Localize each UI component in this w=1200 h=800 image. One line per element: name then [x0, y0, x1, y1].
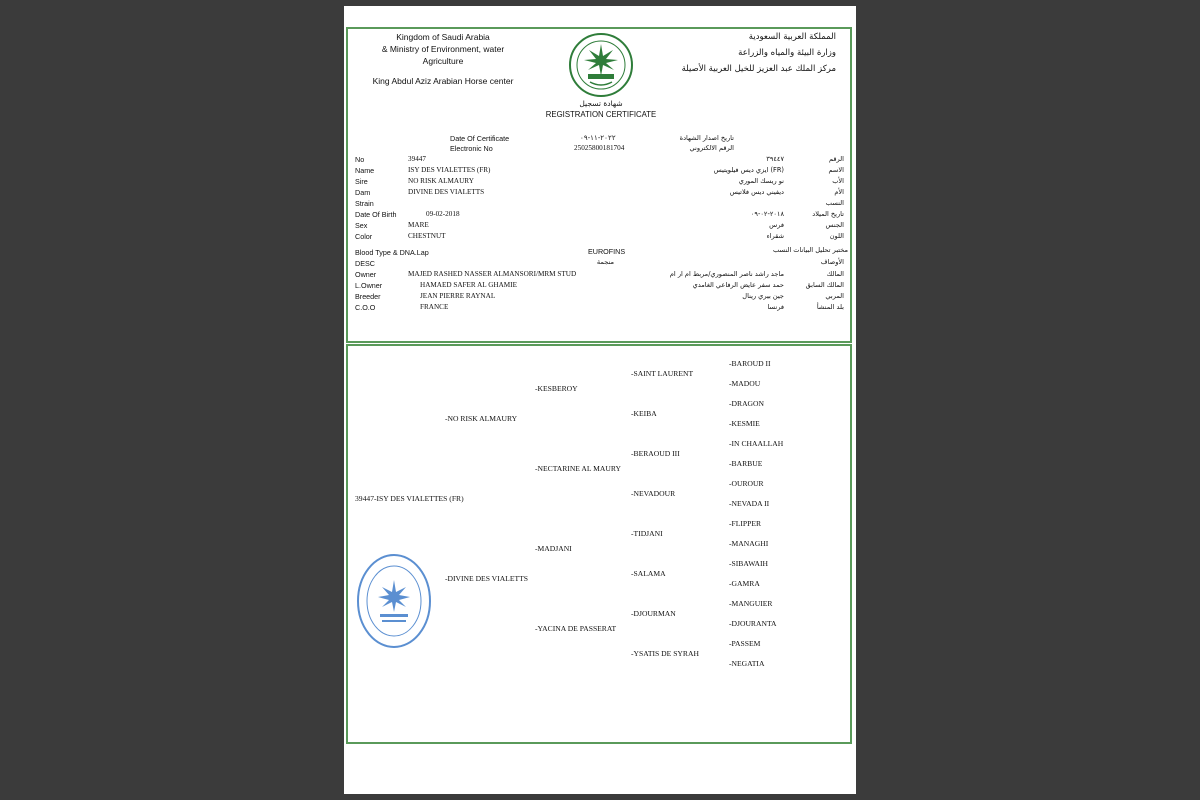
pedigree-gen4: -DJOURANTA: [729, 619, 777, 628]
field-label-ar: اللون: [829, 232, 844, 240]
field-label-en: No: [355, 155, 365, 164]
field-value-en: 39447: [408, 155, 426, 163]
date-label-ar: تاريخ اصدار الشهادة: [679, 134, 734, 142]
owner-label-en: L.Owner: [355, 281, 383, 290]
pedigree-gen4: -IN CHAALLAH: [729, 439, 784, 448]
field-label-en: Date Of Birth: [355, 210, 397, 219]
pedigree-gen4: -FLIPPER: [729, 519, 762, 528]
header-ar-line: مركز الملك عبد العزيز للخيل العربية الأصيلة: [681, 64, 836, 74]
field-label-en: Sex: [355, 221, 368, 230]
field-value-ar: ديفيني ديس فلاتيس: [729, 188, 784, 196]
date-label-en: Date Of Certificate: [450, 134, 510, 143]
field-value-ar: شقراء: [766, 232, 784, 240]
pedigree-gen4: -BARBUE: [729, 459, 763, 468]
header-en-line: Agriculture: [422, 56, 464, 66]
pedigree-gen3: -TIDJANI: [631, 529, 663, 538]
pedigree-gen3: -SALAMA: [631, 569, 666, 578]
pedigree-subject: 39447-ISY DES VIALETTES (FR): [355, 494, 464, 503]
owner-label-ar: المالك: [826, 270, 844, 278]
pedigree-gen3: -NEVADOUR: [631, 489, 676, 498]
pedigree-gen3: -KEIBA: [631, 409, 657, 418]
header-ar-line: المملكة العربية السعودية: [748, 32, 836, 42]
pedigree-gen4: -KESMIE: [729, 419, 760, 428]
pedigree-gen4: -PASSEM: [729, 639, 761, 648]
owner-value-en: MAJED RASHED NASSER ALMANSORI/MRM STUD: [408, 270, 577, 278]
owner-label-en: C.O.O: [355, 303, 376, 312]
field-value-en: MARE: [408, 221, 429, 229]
electronic-label-ar: الرقم الالكتروني: [689, 144, 734, 152]
owner-value-en: HAMAED SAFER AL GHAMIE: [420, 281, 517, 289]
pedigree-gen4: -DRAGON: [729, 399, 765, 408]
pedigree-gen2: -YACINA DE PASSERAT: [535, 624, 617, 633]
pedigree-frame: [346, 344, 852, 744]
owner-value-ar: فرنسا: [767, 303, 784, 311]
field-value-ar: ٢٠١٨-٠٢-٠٩: [750, 210, 784, 218]
field-label-ar: الجنس: [825, 221, 844, 229]
owner-label-en: Breeder: [355, 292, 381, 301]
title-en: REGISTRATION CERTIFICATE: [545, 110, 657, 119]
field-value-ar: (FR) ايزي ديس فيلويتيس: [713, 166, 784, 174]
pedigree-gen3: -DJOURMAN: [631, 609, 676, 618]
owner-value-ar: ماجد راشد ناصر المنصوري/مربط ام ار ام: [669, 270, 784, 278]
electronic-label-en: Electronic No: [450, 144, 493, 153]
blood-label-ar: مختبر تحليل البيانات النسب: [772, 246, 848, 254]
field-value-en: ISY DES VIALETTES (FR): [408, 166, 491, 174]
field-label-ar: النسب: [825, 199, 844, 207]
pedigree-gen2: -KESBEROY: [535, 384, 578, 393]
desc-label-en: DESC: [355, 259, 375, 268]
pedigree-gen3: -YSATIS DE SYRAH: [631, 649, 699, 658]
pedigree-gen4: -MADOU: [729, 379, 761, 388]
field-label-en: Color: [355, 232, 373, 241]
pedigree-gen3: -SAINT LAURENT: [631, 369, 694, 378]
field-label-ar: الأب: [832, 177, 844, 185]
field-value-en: NO RISK ALMAURY: [408, 177, 474, 185]
pedigree-gen4: -MANGUIER: [729, 599, 773, 608]
header-ar-block: [654, 29, 836, 77]
owner-label-en: Owner: [355, 270, 377, 279]
field-label-ar: الاسم: [828, 166, 844, 174]
pedigree-gen4: -MANAGHI: [729, 539, 769, 548]
field-label-ar: الأم: [834, 188, 844, 196]
field-value-ar: نو ريسك الموري: [738, 177, 784, 185]
field-label-en: Name: [355, 166, 375, 175]
owner-label-ar: بلد المنشأ: [816, 303, 844, 311]
pedigree-gen1-sire: -NO RISK ALMAURY: [445, 414, 518, 423]
certificate-page: [344, 6, 856, 794]
owner-value-ar: جين بيري رينال: [742, 292, 784, 300]
owner-value-ar: حمد سفر عايض الرفاعي الغامدي: [692, 281, 784, 289]
pedigree-gen4: -NEVADA II: [729, 499, 770, 508]
pedigree-gen2: -MADJANI: [535, 544, 572, 553]
header-en-line: & Ministry of Environment, water: [381, 44, 505, 54]
pedigree-gen4: -NEGATIA: [729, 659, 765, 668]
header-en-block: [358, 31, 528, 87]
blood-value: EUROFINS: [588, 247, 626, 256]
pedigree-gen4: -SIBAWAIH: [729, 559, 769, 568]
title-ar: شهادة تسجيل: [579, 99, 623, 108]
field-value-ar: ٣٩٤٤٧: [766, 155, 784, 163]
field-value-en: DIVINE DES VIALETTS: [408, 188, 485, 196]
field-value-en: CHESTNUT: [408, 232, 446, 240]
header-en-line: Kingdom of Saudi Arabia: [396, 32, 490, 42]
header-en-center: King Abdul Aziz Arabian Horse center: [372, 76, 514, 86]
pedigree-gen4: -BAROUD II: [729, 359, 771, 368]
owner-value-en: JEAN PIERRE RAYNAL: [420, 292, 496, 300]
pedigree-gen4: -OUROUR: [729, 479, 764, 488]
field-label-en: Strain: [355, 199, 374, 208]
owner-label-ar: المربي: [825, 292, 844, 300]
pedigree-gen1-dam: -DIVINE DES VIALETTS: [445, 574, 528, 583]
field-label-en: Sire: [355, 177, 368, 186]
field-label-ar: تاريخ الميلاد: [812, 210, 844, 218]
owner-value-en: FRANCE: [420, 303, 449, 311]
owner-label-ar: المالك السابق: [805, 281, 844, 289]
field-value-ar: فرس: [769, 221, 784, 229]
desc-value-ar: منجمة: [596, 258, 614, 266]
date-value: ٢٠٢٢-١١-٠٩: [580, 133, 616, 142]
header-ar-line: وزارة البيئة والمياه والزراعة: [738, 48, 836, 58]
official-stamp-icon: [356, 552, 432, 650]
center-logo-icon: [568, 32, 634, 98]
pedigree-gen3: -BERAOUD III: [631, 449, 680, 458]
blood-label-en: Blood Type & DNA.Lap: [355, 248, 429, 257]
desc-label-ar: الأوصاف: [820, 258, 844, 266]
field-value-en: 09-02-2018: [426, 210, 460, 218]
electronic-value: 25025800181704: [574, 144, 625, 152]
field-label-ar: الرقم: [828, 155, 844, 163]
pedigree-gen2: -NECTARINE AL MAURY: [535, 464, 622, 473]
field-label-en: Dam: [355, 188, 371, 197]
pedigree-gen4: -GAMRA: [729, 579, 760, 588]
